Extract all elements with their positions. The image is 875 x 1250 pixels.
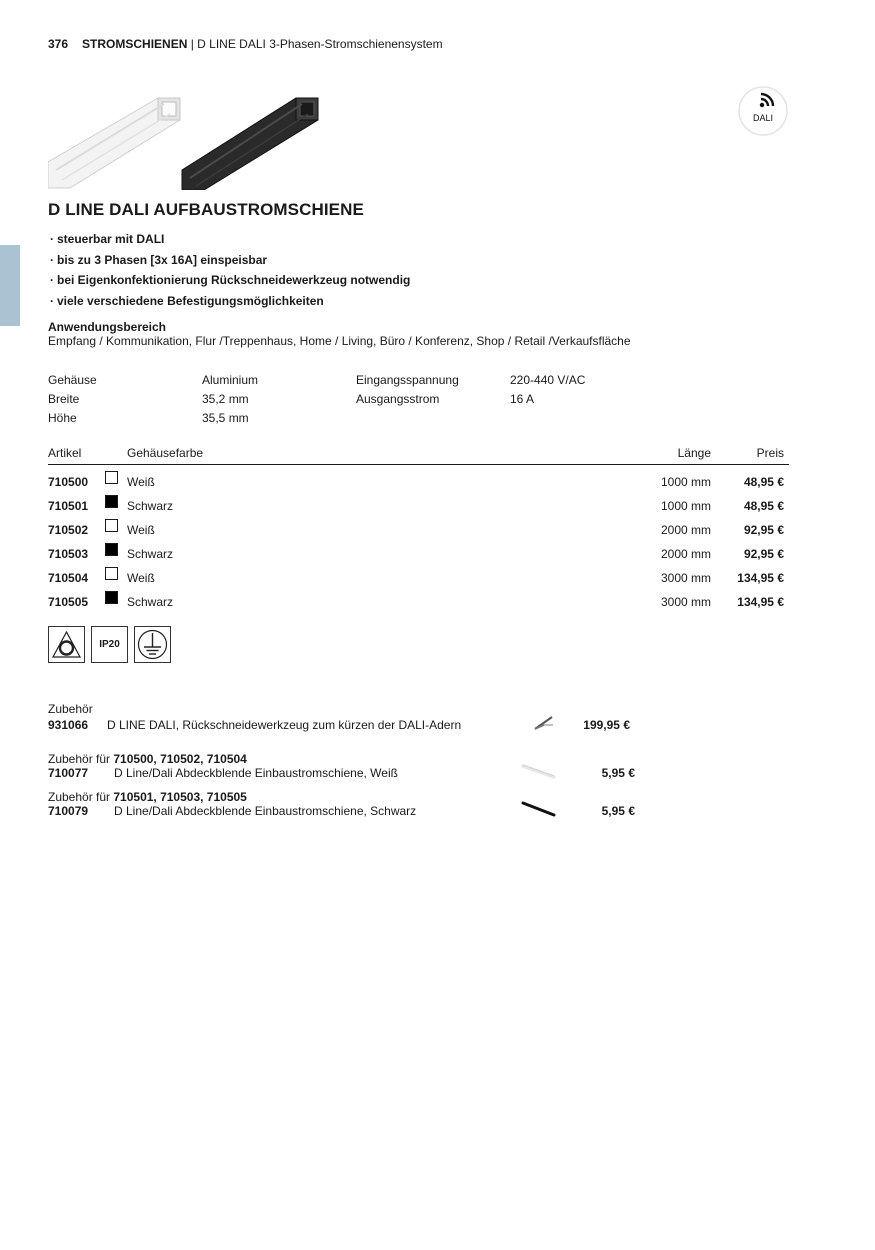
spec-label: Höhe [48,411,77,425]
product-image-rails [48,90,338,190]
black-rail-image [182,98,318,190]
accessory-article: 710077 [48,766,89,780]
housing-color: Weiß [127,475,155,489]
table-header-article: Artikel [48,446,82,460]
white-cover-strip-icon [520,760,558,782]
table-row [0,547,875,571]
color-swatch [105,591,118,604]
dali-badge-label: DALI [752,113,774,123]
length: 3000 mm [660,571,711,585]
color-swatch [105,495,118,508]
feature-list [50,231,410,313]
color-swatch [105,471,118,484]
header-separator: | [187,37,198,51]
article-number: 710504 [48,571,89,585]
table-row [0,595,875,619]
dali-wireless-icon [738,86,788,136]
price: 48,95 € [743,475,784,489]
accessory-heading [48,790,247,804]
accessory-price: 5,95 € [601,766,635,780]
price: 92,95 € [743,523,784,537]
article-number: 710500 [48,475,89,489]
spec-value: 16 A [510,392,535,406]
color-swatch [105,543,118,556]
feature-item: · viele verschiedene Befestigungsmöglichkeiten [50,293,410,314]
table-row [0,523,875,547]
accessory-heading-prefix: Zubehör für [48,752,114,766]
accessory-heading-prefix: Zubehör [48,702,93,716]
dimmable-triangle-icon [48,626,85,663]
price: 48,95 € [743,499,784,513]
table-header-price: Preis [756,446,784,460]
article-number: 710505 [48,595,89,609]
table-row [0,571,875,595]
article-number: 710503 [48,547,89,561]
table-header-color: Gehäusefarbe [127,446,204,460]
accessory-heading [48,702,93,716]
feature-item: · bei Eigenkonfektionierung Rückschneidewerkzeug notwendig [50,272,410,293]
article-number: 710502 [48,523,89,537]
accessory-heading-prefix: Zubehör für [48,790,114,804]
dali-badge [738,86,788,136]
product-title: D LINE DALI AUFBAUSTROMSCHIENE [48,200,364,219]
length: 1000 mm [660,475,711,489]
spec-value: 35,2 mm [202,392,249,406]
feature-item: · bis zu 3 Phasen [3x 16A] einspeisbar [50,252,410,273]
length: 2000 mm [660,523,711,537]
article-number: 710501 [48,499,89,513]
protection-class-1-earth-icon [134,626,171,663]
accessory-for-articles: 710501, 710503, 710505 [113,790,247,804]
accessory-description: D Line/Dali Abdeckblende Einbaustromschiene, Schwarz [114,804,417,818]
housing-color: Weiß [127,571,155,585]
application-heading: Anwendungsbereich [48,320,167,334]
spec-value: 220-440 V/AC [510,373,586,387]
white-rail-image [48,98,180,188]
black-cover-strip-icon [520,798,558,820]
feature-item: · steuerbar mit DALI [50,231,410,252]
housing-color: Schwarz [127,547,174,561]
accessory-article: 931066 [48,718,89,732]
housing-color: Schwarz [127,499,174,513]
section-title: STROMSCHIENEN [82,37,188,51]
accessory-for-articles: 710500, 710502, 710504 [113,752,247,766]
price: 134,95 € [737,571,784,585]
accessory-description: D Line/Dali Abdeckblende Einbaustromschiene, Weiß [114,766,398,780]
header-subtitle: D LINE DALI 3-Phasen-Stromschienensystem [197,37,443,51]
table-row [0,499,875,523]
housing-color: Schwarz [127,595,174,609]
application-text: Empfang / Kommunikation, Flur /Treppenhaus, Home / Living, Büro / Konferenz, Shop / Retail /Verkaufsfläche [48,334,631,348]
spec-label: Eingangsspannung [356,373,459,387]
table-header-length: Länge [677,446,711,460]
ip20-icon: IP20 [91,626,128,663]
cutting-tool-icon [532,713,556,733]
spec-label: Gehäuse [48,373,97,387]
accessory-heading [48,752,247,766]
page-number: 376 [48,37,69,51]
length: 3000 mm [660,595,711,609]
spec-value: 35,5 mm [202,411,249,425]
color-swatch [105,519,118,532]
spec-value: Aluminium [202,373,259,387]
price: 134,95 € [737,595,784,609]
accessory-price: 5,95 € [601,804,635,818]
price: 92,95 € [743,547,784,561]
color-swatch [105,567,118,580]
accessory-price: 199,95 € [583,718,630,732]
length: 2000 mm [660,547,711,561]
length: 1000 mm [660,499,711,513]
accessory-description: D LINE DALI, Rückschneidewerkzeug zum kürzen der DALI-Adern [107,718,462,732]
spec-label: Breite [48,392,80,406]
table-row [0,475,875,499]
table-header-divider [48,464,789,465]
side-tab-marker [0,245,20,326]
accessory-article: 710079 [48,804,89,818]
housing-color: Weiß [127,523,155,537]
page-header [48,37,443,51]
spec-label: Ausgangsstrom [356,392,440,406]
